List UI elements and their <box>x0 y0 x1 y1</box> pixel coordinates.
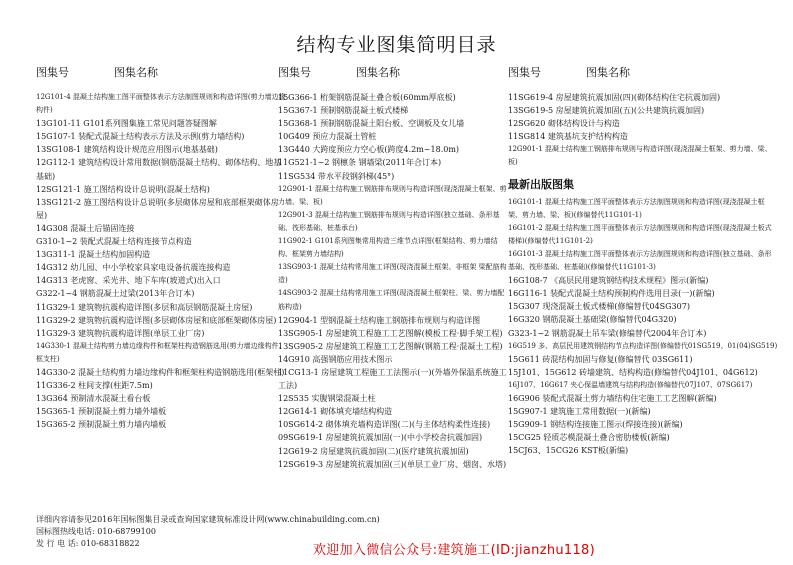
catalog-entry: 14G330-1 混凝土结构剪力墙边缘构件和框架柱构造钢筋选用(剪力墙边缘构件、框支柱) <box>36 341 286 363</box>
catalog-entry: 12G901-3 混凝土结构施工钢筋排布规则与构造详图(独立基础、条形基础、筏形基础、桩基承台) <box>278 210 500 232</box>
column-header <box>508 65 778 81</box>
header-code: 图集号 <box>36 66 69 79</box>
header-name: 图集名称 <box>114 66 158 79</box>
catalog-entry: 12G112-1 建筑结构设计常用数据(钢筋混凝土结构、砌体结构、地基基础) <box>36 158 282 181</box>
column-header <box>278 65 510 81</box>
catalog-entry: 12SG619-3 房屋建筑抗震加固(三)(单层工业厂房、烟囱、水塔) <box>278 459 507 469</box>
catalog-entry: 15G611 砖混结构加固与修复(修编替代 03SG611) <box>508 354 693 364</box>
catalog-entry: 13SG903-1 混凝土结构常用施工详图(现浇混凝土框架、非框架 梁配筋构造) <box>278 263 507 285</box>
catalog-entry: 14G308 混凝土后锚固连接 <box>36 223 135 233</box>
catalog-entry: 14G910 高强钢筋应用技术图示 <box>278 354 393 364</box>
catalog-entry: 12G901-1 混凝土结构施工钢筋排布规则与构造详图(现浇混凝土框架、剪力墙、梁、板) <box>278 184 507 206</box>
catalog-entry: 11G336-2 柱间支撑(柱距7.5m) <box>36 381 153 391</box>
catalog-column-2 <box>278 65 510 471</box>
catalog-entry: 16G906 装配式混凝土剪力墙结构住宅施工工艺图解(新编) <box>508 393 717 403</box>
header-name: 图集名称 <box>356 66 400 79</box>
wechat-promo: 欢迎加入微信公众号:建筑施工(ID:jianzhu118) <box>313 543 595 558</box>
catalog-entry: 11G521-1~2 钢檩条 钢墙梁(2011年合订本) <box>278 158 442 168</box>
catalog-entry: 11SG534 带水平段钢斜梯(45°) <box>278 171 395 181</box>
catalog-entry: 12SG121-1 施工图结构设计总说明(混凝土结构) <box>36 184 210 194</box>
footer-line-2: 国标图热线电话: 010-68799100 <box>36 527 156 536</box>
catalog-entry: 12G619-2 房屋建筑抗震加固(二)(医疗建筑抗震加固) <box>278 446 469 456</box>
header-code: 图集号 <box>278 66 311 79</box>
header-name: 图集名称 <box>586 66 630 79</box>
catalog-entry: 15G365-1 预制混凝土剪力墙外墙板 <box>36 407 167 417</box>
catalog-entry: G323-1~2 钢筋混凝土吊车梁(修编替代2004年合订本) <box>508 328 707 338</box>
catalog-entry: 12SG620 砌体结构设计与构造 <box>508 119 620 129</box>
catalog-entry: 13G311-1 混凝土结构加固构造 <box>36 250 151 260</box>
catalog-entry: 13SG905-1 房屋建筑工程施工工艺图解(模板工程·脚手架工程) <box>278 328 503 338</box>
catalog-entry: 15G368-1 预制钢筋混凝土阳台板、空调板及女儿墙 <box>278 119 465 129</box>
catalog-entry: 13SG108-1 建筑结构设计规范应用图示(地基基础) <box>36 145 218 155</box>
catalog-entry: 10SG614-2 砌体填充墙构造详图(二)(与主体结构柔性连接) <box>278 420 491 430</box>
catalog-entry: G322-1~4 钢筋混凝土过梁(2013年合订本) <box>36 289 195 299</box>
catalog-entry: 15CG25 轻质芯模混凝土叠合密肋楼板(新编) <box>508 433 670 443</box>
catalog-entry: 12G901-1 混凝土结构施工钢筋排布规则与构造详图(现浇混凝土框架、剪力墙、梁、板) <box>508 145 772 167</box>
catalog-entry: 13G364 预制清水混凝土看台板 <box>36 394 151 404</box>
catalog-entry: 16J107、16G617 夹心保温墙建筑与结构构造(修编替代07J107、07SG617) <box>508 380 753 389</box>
catalog-entry: 09SG619-1 房屋建筑抗震加固(一)(中小学校舍抗震加固) <box>278 433 483 443</box>
catalog-entry: 15CJ63、15CG26 KST板(新编) <box>508 446 629 456</box>
catalog-entry: 14SG903-2 混凝土结构常用施工详图(现浇混凝土框架柱、梁、剪力墙配筋构造) <box>278 289 505 311</box>
catalog-entry: 12G101-4 混凝土结构施工图平面整体表示方法制图规则和构造详图(剪力墙边缘构件) <box>36 93 286 115</box>
catalog-entry: 11G329-2 建筑物抗震构造详图(多层砌体房屋和底部框架砌体房屋) <box>36 315 277 325</box>
column-header <box>36 65 286 81</box>
catalog-column-3 <box>508 65 778 457</box>
catalog-entry: 14G330-2 混凝土结构剪力墙边缘构件和框架柱构造钢筋选用(框架柱) <box>36 367 285 377</box>
catalog-entry: 16G320 钢筋混凝土基础梁(修编替代04G320) <box>508 315 677 325</box>
catalog-entry: 11G329-1 建筑物抗震构造详图(多层和高层钢筋混凝土房屋) <box>36 302 253 312</box>
catalog-entry: 15G367-1 预制钢筋混凝土板式楼梯 <box>278 106 409 116</box>
catalog-column-1 <box>36 65 286 431</box>
catalog-entry: 13SG619-5 房屋建筑抗震加固(五)(公共建筑抗震加固) <box>508 106 705 116</box>
catalog-entry: 15G107-1 装配式混凝土结构表示方法及示例(剪力墙结构) <box>36 132 245 142</box>
catalog-entry: 12S535 实腹钢梁混凝土柱 <box>278 394 376 404</box>
catalog-entry: 13G101-11 G101系列图集施工常见问题答疑图解 <box>36 119 217 129</box>
catalog-entry: 12G614-1 砌体填充墙结构构造 <box>278 407 393 417</box>
catalog-entry: 16G101-3 混凝土结构施工图平面整体表示方法制图规则和构造详图(独立基础、条形基础、筏形基础、桩基础)(修编替代11G101-3) <box>508 249 772 272</box>
catalog-entry: 11SG619-4 房屋建筑抗震加固(四)(砌体结构住宅抗震加固) <box>508 93 721 102</box>
catalog-entry: 16G519 多、高层民用建筑钢结构节点构造详图(修编替代01SG519、01(04)SG519) <box>508 341 778 350</box>
catalog-entry: 16G101-1 混凝土结构施工图平面整体表示方法制图规则和构造详图(现浇混凝土框架、剪力墙、梁、板)(修编替代11G101-1) <box>508 197 765 219</box>
page-title: 结构专业图集简明目录 <box>296 34 497 56</box>
catalog-entry: 14G313 老虎窗、采光井、地下车库(坡道式)出入口 <box>36 276 221 286</box>
catalog-entry: 12G904-1 型钢混凝土结构施工钢筋排布规则与构造详图 <box>278 315 481 325</box>
footer-line-3: 发 行 电 话: 010-68318822 <box>36 539 140 548</box>
catalog-entry: 15G907-1 建筑施工常用数据(一)(新编) <box>508 407 651 417</box>
catalog-entry: 11SG814 建筑基坑支护结构构造 <box>508 132 628 142</box>
catalog-entry: 16G101-2 混凝土结构施工图平面整体表示方法制图规则和构造详图(现浇混凝土板式楼梯)(修编替代11G101-2) <box>508 223 772 245</box>
catalog-entry: 16G116-1 装配式混凝土结构预制构件选用目录(一)(新编) <box>508 289 715 299</box>
catalog-entry: 14G312 幼儿园、中小学校家具家电设备抗震连接构造 <box>36 263 231 273</box>
catalog-entry: 13G440 大跨度预应力空心板(跨度4.2m~18.0m) <box>278 145 460 155</box>
catalog-entry: 10G409 预应力混凝土管桩 <box>278 132 377 142</box>
catalog-entry: 15G366-1 桁架钢筋混凝土叠合板(60mm厚底板) <box>278 93 456 102</box>
catalog-entry: 15G365-2 预制混凝土剪力墙内墙板 <box>36 420 167 430</box>
catalog-entry: 15J101、15G612 砖墙建筑、结构构造(修编替代04J101、04G612) <box>508 367 758 377</box>
catalog-entry: 16G108-7 《高层民用建筑钢结构技术规程》图示(新编) <box>508 276 709 286</box>
header-code: 图集号 <box>508 66 541 79</box>
footer-line-1: 详细内容请参见2016年国标图集目录或查询国家建筑标准设计网(www.chinabuilding.com.cn) <box>36 515 380 524</box>
catalog-entry: G310-1~2 装配式混凝土结构连接节点构造 <box>36 237 192 247</box>
catalog-entry: 13SG905-2 房屋建筑工程施工工艺图解(钢筋工程·混凝土工程) <box>278 341 503 351</box>
catalog-entry: 11G329-3 建筑物抗震构造详图(单层工业厂房) <box>36 328 205 338</box>
catalog-entry: 11CG13-1 房屋建筑工程施工工法图示(一)(外墙外保温系统施工工法) <box>278 367 507 391</box>
catalog-entry: 11G902-1 G101系列图集常用构造三维节点详图(框架结构、剪力墙结构、框架剪力墙结构) <box>278 237 498 259</box>
new-publications-title: 最新出版图集 <box>508 177 574 191</box>
catalog-entry: 13SG121-2 施工图结构设计总说明(多层砌体房屋和底部框架砌体房屋) <box>36 197 279 220</box>
catalog-entry: 15G909-1 钢结构连接施工图示(焊接连接)(新编) <box>508 420 683 430</box>
catalog-entry: 15G307 现浇混凝土板式楼梯(修编替代04SG307) <box>508 302 690 312</box>
